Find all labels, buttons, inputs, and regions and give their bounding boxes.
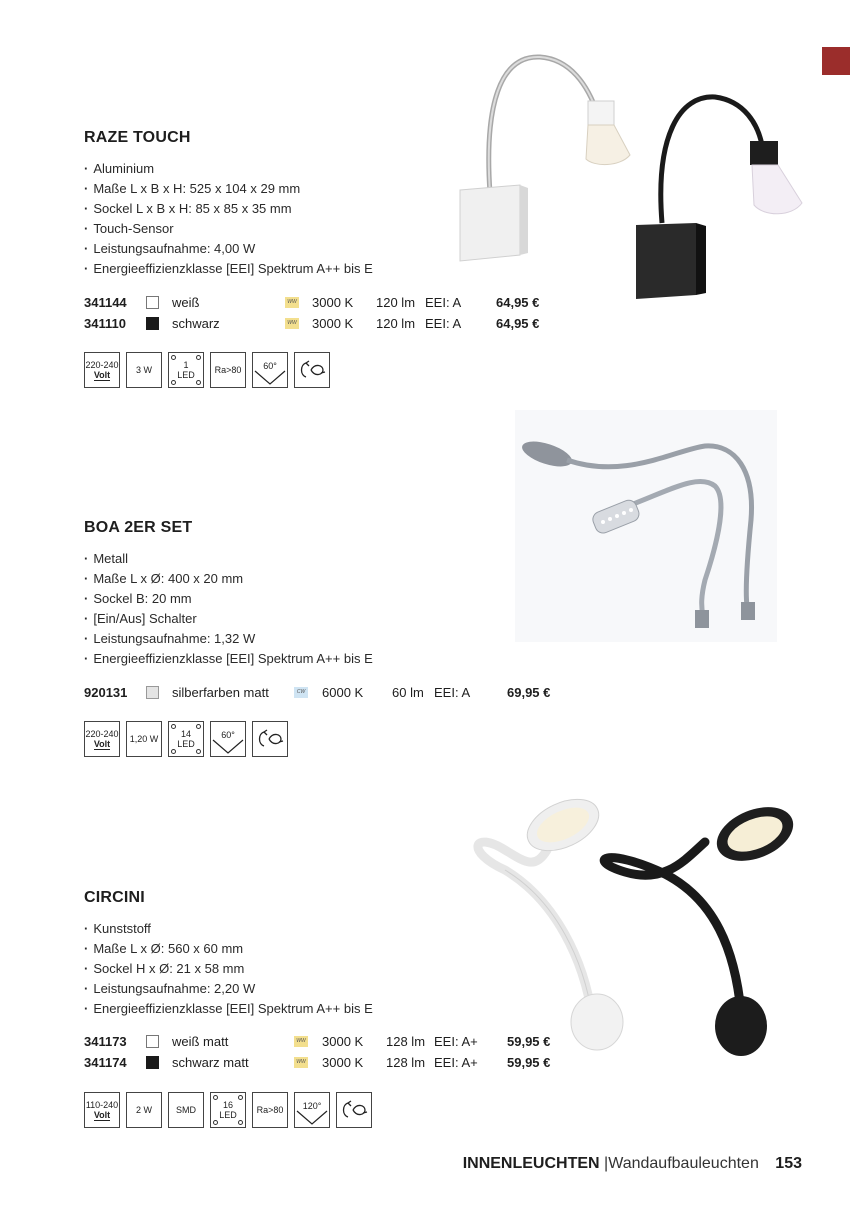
color-name: silberfarben matt: [172, 685, 269, 700]
feature-item: · Maße L x Ø: 400 x 20 mm: [84, 569, 373, 589]
feature-item: · Energieeffizienzklasse [EEI] Spektrum A++ bis E: [84, 999, 373, 1019]
footer-section: INNENLEUCHTEN: [462, 1155, 600, 1172]
wattage: 1,20 W: [129, 734, 159, 744]
footer-separator: |: [604, 1155, 609, 1172]
wattage-symbol: [126, 1092, 162, 1128]
footer-subsection: Wandaufbauleuchten: [608, 1155, 759, 1172]
product-title: BOA 2ER SET: [84, 519, 193, 536]
beam-angle: 120°: [302, 1101, 322, 1111]
color-name: weiß: [172, 295, 200, 310]
product-title: RAZE TOUCH: [84, 129, 191, 146]
feature-item: · Aluminium: [84, 159, 373, 179]
color-temperature: 3000 K: [312, 316, 354, 331]
smd-symbol: [168, 1092, 204, 1128]
feature-item: · Metall: [84, 549, 373, 569]
voltage-range: 110-240: [85, 1099, 119, 1110]
energy-class: EEI: A: [425, 316, 462, 331]
feature-item: · Maße L x B x H: 525 x 104 x 29 mm: [84, 179, 373, 199]
rotatable-symbol: [252, 721, 288, 757]
color-name: schwarz: [172, 316, 220, 331]
beam-angle-symbol: [210, 721, 246, 757]
voltage-unit: Volt: [93, 1109, 111, 1120]
rotatable-symbol: [336, 1092, 372, 1128]
color-name: schwarz matt: [172, 1055, 249, 1070]
color-temperature: 3000 K: [322, 1034, 364, 1049]
energy-class: EEI: A+: [434, 1034, 478, 1049]
price: 64,95 €: [496, 295, 540, 310]
product-photo-boa: [515, 410, 777, 642]
feature-item: · Leistungsaufnahme: 1,32 W: [84, 629, 373, 649]
led-count-symbol: [210, 1092, 246, 1128]
variant-row: [84, 683, 564, 703]
led-count: 1: [183, 360, 189, 370]
feature-item: · Maße L x Ø: 560 x 60 mm: [84, 939, 373, 959]
feature-item: · Energieeffizienzklasse [EEI] Spektrum A++ bis E: [84, 259, 373, 279]
led-label: LED: [177, 370, 195, 380]
wattage: 3 W: [135, 365, 152, 375]
color-swatch: [146, 1056, 159, 1069]
rotate-icon: [255, 728, 285, 750]
lumen: 60 lm: [392, 685, 424, 700]
price: 69,95 €: [507, 685, 551, 700]
article-number: 341110: [84, 316, 126, 331]
article-number: 920131: [84, 685, 128, 700]
lumen: 120 lm: [376, 295, 416, 310]
feature-item: · Leistungsaufnahme: 2,20 W: [84, 979, 373, 999]
voltage-symbol: [84, 1092, 120, 1128]
product-photo-circini: [465, 790, 810, 1060]
color-swatch: [146, 686, 159, 699]
color-swatch: [146, 296, 159, 309]
feature-item: · Sockel L x B x H: 85 x 85 x 35 mm: [84, 199, 373, 219]
feature-item: · Energieeffizienzklasse [EEI] Spektrum A++ bis E: [84, 649, 373, 669]
wattage: 2 W: [135, 1105, 152, 1115]
rotate-icon: [297, 359, 327, 381]
feature-list: [84, 919, 373, 1019]
color-rendering: Ra>80: [256, 1105, 284, 1115]
feature-item: · [Ein/Aus] Schalter: [84, 609, 373, 629]
page-footer: [463, 1154, 802, 1174]
page-number: 153: [775, 1155, 802, 1172]
voltage-symbol: [84, 352, 120, 388]
light-tag-icon: WW: [294, 1036, 308, 1047]
energy-class: EEI: A: [434, 685, 471, 700]
article-number: 341174: [84, 1055, 127, 1070]
ra-symbol: [252, 1092, 288, 1128]
lumen: 120 lm: [376, 316, 416, 331]
feature-item: · Leistungsaufnahme: 4,00 W: [84, 239, 373, 259]
product-photo-raze-touch: [450, 45, 810, 305]
energy-class: EEI: A+: [434, 1055, 478, 1070]
light-tag-icon: WW: [285, 297, 299, 308]
voltage-unit: Volt: [93, 738, 111, 749]
feature-item: · Touch-Sensor: [84, 219, 373, 239]
lumen: 128 lm: [386, 1034, 426, 1049]
rotatable-symbol: [294, 352, 330, 388]
beam-angle: 60°: [221, 730, 235, 740]
price: 59,95 €: [507, 1034, 551, 1049]
led-count: 14: [180, 729, 191, 739]
price: 59,95 €: [507, 1055, 551, 1070]
beam-angle: 60°: [263, 361, 277, 371]
product-title: CIRCINI: [84, 889, 145, 906]
color-swatch: [146, 1035, 159, 1048]
led-label: LED: [219, 1110, 237, 1120]
product-boa-2er-set: [84, 519, 564, 749]
wattage-symbol: [126, 721, 162, 757]
light-tag-icon: WW: [285, 318, 299, 329]
color-rendering: Ra>80: [214, 365, 242, 375]
section-color-tab: [822, 47, 850, 75]
price: 64,95 €: [496, 316, 540, 331]
lumen: 128 lm: [386, 1055, 426, 1070]
smd-label: SMD: [176, 1105, 196, 1115]
ra-symbol: [210, 352, 246, 388]
article-number: 341144: [84, 295, 127, 310]
voltage-symbol: [84, 721, 120, 757]
color-swatch: [146, 317, 159, 330]
led-count-symbol: [168, 721, 204, 757]
beam-angle-symbol: [252, 352, 288, 388]
led-count: 16: [222, 1100, 233, 1110]
color-temperature: 3000 K: [322, 1055, 364, 1070]
led-count-symbol: [168, 352, 204, 388]
feature-item: · Sockel B: 20 mm: [84, 589, 373, 609]
energy-class: EEI: A: [425, 295, 462, 310]
voltage-range: 220-240: [85, 359, 119, 370]
rotate-icon: [339, 1099, 369, 1121]
color-name: weiß matt: [172, 1034, 229, 1049]
feature-item: · Kunststoff: [84, 919, 373, 939]
article-number: 341173: [84, 1034, 127, 1049]
light-tag-icon: WW: [294, 1057, 308, 1068]
led-label: LED: [177, 739, 195, 749]
feature-list: [84, 159, 373, 279]
voltage-range: 220-240: [85, 728, 119, 739]
feature-list: [84, 549, 373, 669]
color-temperature: 6000 K: [322, 685, 364, 700]
light-tag-icon: CW: [294, 687, 308, 698]
voltage-unit: Volt: [93, 369, 111, 380]
color-temperature: 3000 K: [312, 295, 354, 310]
wattage-symbol: [126, 352, 162, 388]
variant-row: [84, 314, 564, 334]
feature-item: · Sockel H x Ø: 21 x 58 mm: [84, 959, 373, 979]
beam-angle-symbol: [294, 1092, 330, 1128]
